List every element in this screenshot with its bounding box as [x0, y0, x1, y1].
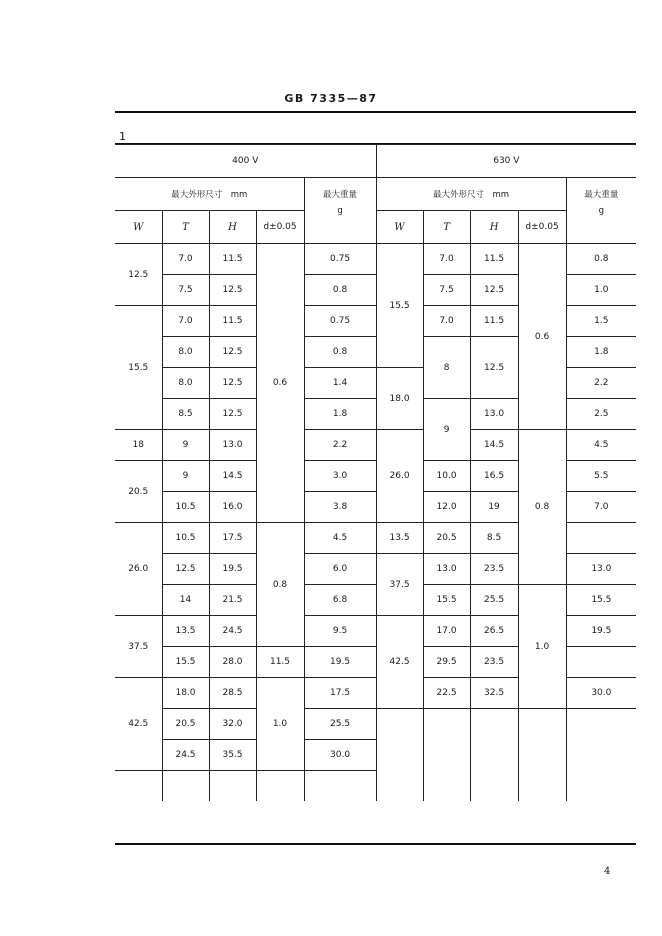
left-w-cell: 15.5 [115, 306, 162, 430]
right-weight-cell: 19.5 [566, 616, 636, 647]
left-t-cell: 7.5 [162, 275, 209, 306]
left-t-cell: 15.5 [162, 647, 209, 678]
left-col-d: d±0.05 [256, 211, 304, 244]
right-weight-cell: 2.2 [566, 368, 636, 399]
group-header-row [115, 178, 636, 211]
left-weight-cell: 6.8 [304, 585, 376, 616]
right-weight-cell: 0.8 [566, 244, 636, 275]
right-weight-cell: 1.5 [566, 306, 636, 337]
right-weight-cell: 13.0 [566, 554, 636, 585]
left-weight-cell: 0.8 [304, 337, 376, 368]
right-weight-cell: 30.0 [566, 678, 636, 709]
right-w-cell: 26.0 [376, 430, 423, 523]
left-weight-cell: 11.5 [256, 647, 304, 678]
left-h-cell: 28.0 [209, 647, 256, 678]
left-t-cell: 20.5 [162, 709, 209, 740]
table-row [115, 585, 636, 616]
standard-header: GB 7335—87 [284, 92, 378, 105]
left-weight-cell: 30.0 [304, 740, 376, 771]
header-rule [115, 111, 636, 113]
left-weight-cell: 4.5 [304, 523, 376, 554]
right-weight-cell-empty [566, 709, 636, 802]
right-h-cell: 12.5 [470, 275, 518, 306]
right-t-cell: 9 [423, 399, 470, 461]
right-w-cell-empty [376, 709, 423, 802]
left-weight-cell: 1.4 [304, 368, 376, 399]
right-t-cell: 7.0 [423, 244, 470, 275]
right-h-cell: 11.5 [470, 244, 518, 275]
right-t-cell: 7.0 [423, 306, 470, 337]
right-col-d: d±0.05 [518, 211, 566, 244]
left-t-cell: 24.5 [162, 740, 209, 771]
right-w-cell: 18.0 [376, 368, 423, 430]
left-h-cell: 12.5 [209, 337, 256, 368]
right-weight-cell: 8.5 [470, 523, 518, 554]
right-t-cell: 22.5 [423, 678, 470, 709]
left-d-cell-empty [256, 771, 304, 802]
left-h-cell: 32.0 [209, 709, 256, 740]
left-w-cell-empty [115, 771, 162, 802]
left-weight-cell: 0.75 [304, 306, 376, 337]
right-h-cell: 25.5 [470, 585, 518, 616]
left-max-weight-label: 最大重量 [323, 190, 358, 200]
left-d-cell: 0.6 [256, 244, 304, 523]
left-t-cell: 12.5 [162, 554, 209, 585]
left-col-t: T [162, 211, 209, 244]
right-h-cell: 19 [470, 492, 518, 523]
right-h-cell: 14.5 [470, 430, 518, 461]
right-d-cell: 0.8 [518, 430, 566, 585]
left-w-cell: 12.5 [115, 244, 162, 306]
left-t-cell-empty [162, 771, 209, 802]
left-h-cell: 13.0 [209, 430, 256, 461]
left-t-cell: 18.0 [162, 678, 209, 709]
right-w-cell: 37.5 [376, 554, 423, 616]
right-d-cell-empty [518, 709, 566, 802]
left-d-cell: 0.8 [256, 523, 304, 647]
table-row [115, 430, 636, 461]
left-h-cell: 12.5 [209, 399, 256, 430]
left-w-cell: 26.0 [115, 523, 162, 616]
left-weight-unit: g [337, 206, 343, 216]
right-t-cell: 13.0 [423, 554, 470, 585]
left-w-cell: 20.5 [115, 461, 162, 523]
left-max-dim-header: 最大外形尺寸 mm [115, 178, 304, 211]
page-number: 4 [604, 866, 611, 877]
left-max-weight-header [304, 178, 376, 244]
left-t-cell: 7.0 [162, 306, 209, 337]
right-h-cell-empty [470, 709, 518, 802]
right-w-cell: 15.5 [376, 244, 423, 368]
left-weight-cell-empty [304, 771, 376, 802]
right-weight-cell: 15.5 [566, 585, 636, 616]
left-weight-cell: 2.2 [304, 430, 376, 461]
left-h-cell: 17.5 [209, 523, 256, 554]
right-t-cell: 7.5 [423, 275, 470, 306]
right-t-cell: 8 [423, 337, 470, 399]
left-h-cell: 24.5 [209, 616, 256, 647]
left-h-cell: 14.5 [209, 461, 256, 492]
right-h-cell: 29.5 [423, 647, 470, 678]
spec-table [115, 144, 636, 801]
left-weight-cell: 0.8 [304, 275, 376, 306]
right-weight-cell: 1.0 [566, 275, 636, 306]
right-max-weight-header [566, 178, 636, 244]
table-number: 1 [119, 130, 126, 143]
right-t-cell: 13.5 [376, 523, 423, 554]
right-t-cell: 12.0 [423, 492, 470, 523]
left-weight-cell: 25.5 [304, 709, 376, 740]
left-t-cell: 9 [162, 461, 209, 492]
right-t-cell: 19.5 [304, 647, 376, 678]
left-t-cell: 10.5 [162, 523, 209, 554]
left-col-h: H [209, 211, 256, 244]
left-t-cell: 7.0 [162, 244, 209, 275]
left-w-cell: 37.5 [115, 616, 162, 678]
left-weight-cell: 3.8 [304, 492, 376, 523]
table-bottom-rule [115, 843, 636, 845]
right-d-cell: 1.0 [518, 585, 566, 709]
right-h-cell: 16.5 [470, 461, 518, 492]
left-weight-cell: 1.8 [304, 399, 376, 430]
right-h-cell: 26.5 [470, 616, 518, 647]
left-t-cell: 8.0 [162, 337, 209, 368]
left-t-cell: 13.5 [162, 616, 209, 647]
left-weight-cell: 9.5 [304, 616, 376, 647]
table-row [115, 244, 636, 275]
left-t-cell: 8.5 [162, 399, 209, 430]
right-h-cell: 32.5 [470, 678, 518, 709]
left-h-cell: 12.5 [209, 368, 256, 399]
left-h-cell: 19.5 [209, 554, 256, 585]
left-h-cell-empty [209, 771, 256, 802]
right-h-cell: 13.0 [470, 399, 518, 430]
right-h-cell: 20.5 [423, 523, 470, 554]
left-weight-cell: 17.5 [304, 678, 376, 709]
right-weight-unit: g [598, 206, 605, 216]
right-max-dim-header: 最大外形尺寸 mm [376, 178, 566, 211]
left-h-cell: 12.5 [209, 275, 256, 306]
left-h-cell: 11.5 [209, 244, 256, 275]
left-w-cell: 18 [115, 430, 162, 461]
right-t-cell-empty [423, 709, 470, 802]
right-h-cell: 12.5 [470, 337, 518, 399]
right-weight-cell: 7.0 [566, 492, 636, 523]
left-h-cell: 28.5 [209, 678, 256, 709]
left-h-cell: 21.5 [209, 585, 256, 616]
left-w-cell: 42.5 [115, 678, 162, 771]
right-t-cell: 15.5 [423, 585, 470, 616]
left-h-cell: 35.5 [209, 740, 256, 771]
left-col-w: W [115, 211, 162, 244]
voltage-630: 630 V [376, 145, 636, 178]
column-header-row [115, 211, 636, 244]
left-d-cell: 1.0 [256, 678, 304, 771]
left-t-cell: 10.5 [162, 492, 209, 523]
left-t-cell: 9 [162, 430, 209, 461]
left-h-cell: 16.0 [209, 492, 256, 523]
right-w-cell: 42.5 [376, 616, 423, 709]
table-row [115, 709, 636, 740]
right-col-w: W [376, 211, 423, 244]
left-weight-cell: 6.0 [304, 554, 376, 585]
left-t-cell: 14 [162, 585, 209, 616]
right-weight-cell: 4.5 [566, 430, 636, 461]
right-d-cell: 0.6 [518, 244, 566, 430]
left-h-cell: 11.5 [209, 306, 256, 337]
right-h-cell: 23.5 [470, 554, 518, 585]
right-weight-cell: 23.5 [470, 647, 518, 678]
right-col-t: T [423, 211, 470, 244]
right-weight-cell: 2.5 [566, 399, 636, 430]
voltage-row [115, 145, 636, 178]
left-weight-cell: 3.0 [304, 461, 376, 492]
right-max-weight-label: 最大重量 [584, 190, 619, 200]
right-col-h: H [470, 211, 518, 244]
left-weight-cell: 0.75 [304, 244, 376, 275]
right-t-cell: 10.0 [423, 461, 470, 492]
left-t-cell: 8.0 [162, 368, 209, 399]
voltage-400: 400 V [115, 145, 376, 178]
right-t-cell: 17.0 [423, 616, 470, 647]
right-weight-cell: 1.8 [566, 337, 636, 368]
right-weight-cell: 5.5 [566, 461, 636, 492]
right-h-cell: 11.5 [470, 306, 518, 337]
